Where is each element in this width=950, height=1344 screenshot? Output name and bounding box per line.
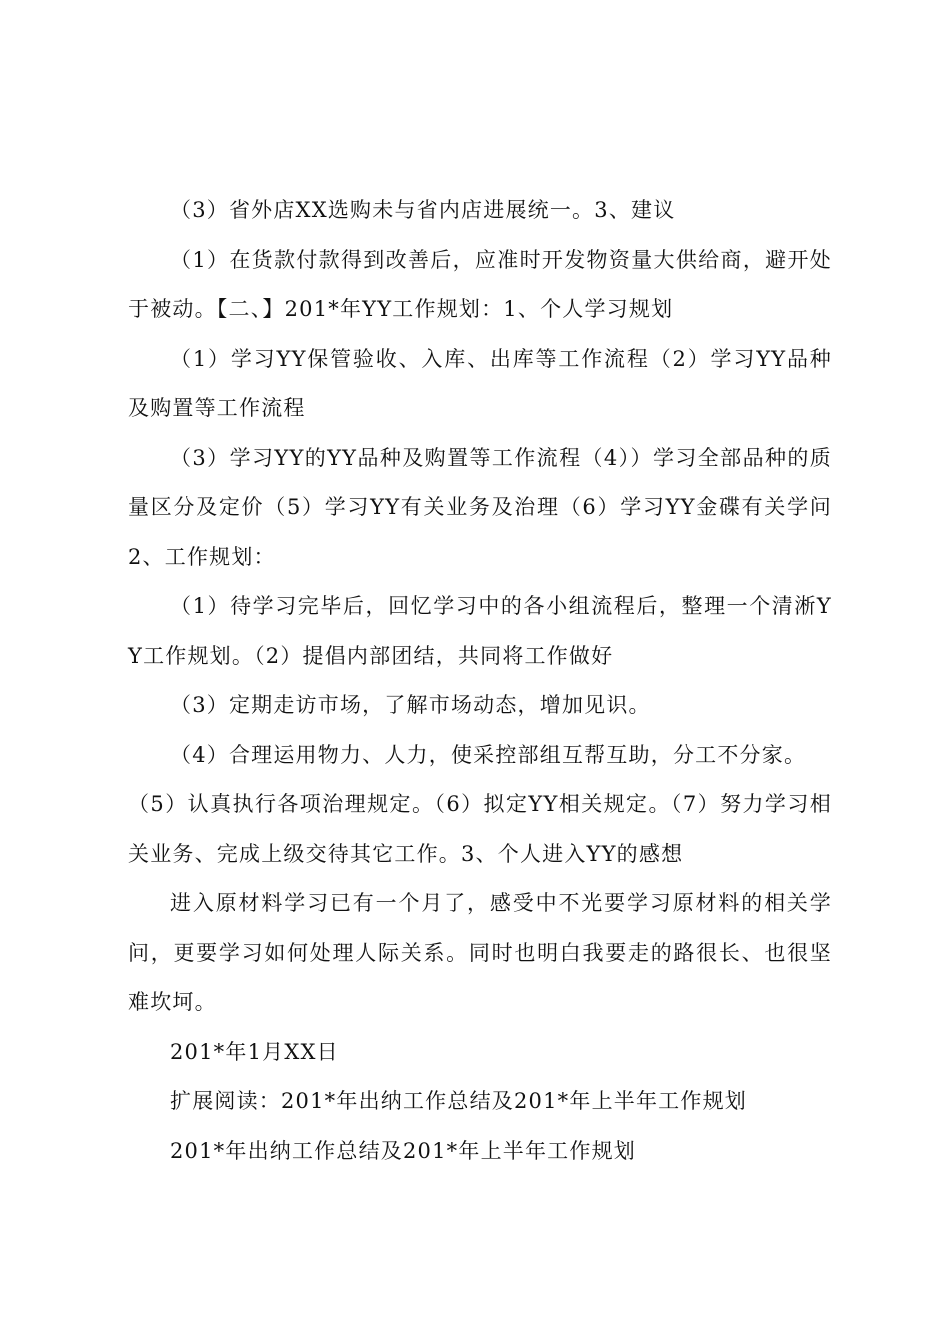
paragraph-2: （1）在货款付款得到改善后，应准时开发物资量大供给商，避开处于被动。【二、】201*年YY工作规划：1、个人学习规划 <box>128 247 832 321</box>
paragraph-5: （1）待学习完毕后，回忆学习中的各小组流程后，整理一个清淅YY工作规划。（2）提倡内部团结，共同将工作做好 <box>128 594 832 668</box>
paragraph-3: （1）学习YY保管验收、入库、出库等工作流程（2）学习YY品种及购置等工作流程 <box>128 346 832 420</box>
paragraph-9: 进入原材料学习已有一个月了，感受中不光要学习原材料的相关学问，更要学习如何处理人际关系。同时也明白我要走的路很长、也很坚难坎坷。 <box>128 891 832 1014</box>
document-body <box>128 186 832 1176</box>
paragraph-8: （5）认真执行各项治理规定。（6）拟定YY相关规定。（7）努力学习相关业务、完成上级交待其它工作。3、个人进入YY的感想 <box>128 792 832 866</box>
paragraph-4: （3）学习YY的YY品种及购置等工作流程（4））学习全部品种的质量区分及定价（5）学习YY有关业务及治理（6）学习YY金碟有关学问2、工作规划： <box>128 445 832 569</box>
paragraph-1: （3）省外店XX选购未与省内店进展统一。3、建议 <box>170 198 676 222</box>
paragraph-6: （3）定期走访市场，了解市场动态，增加见识。 <box>170 693 651 717</box>
date-line: 201*年1月XX日 <box>170 1039 339 1064</box>
paragraph-7: （4）合理运用物力、人力，使采控部组互帮互助，分工不分家。 <box>170 742 807 767</box>
section-title: 201*年出纳工作总结及201*年上半年工作规划 <box>170 1138 636 1163</box>
extended-reading: 扩展阅读：201*年出纳工作总结及201*年上半年工作规划 <box>170 1089 747 1113</box>
